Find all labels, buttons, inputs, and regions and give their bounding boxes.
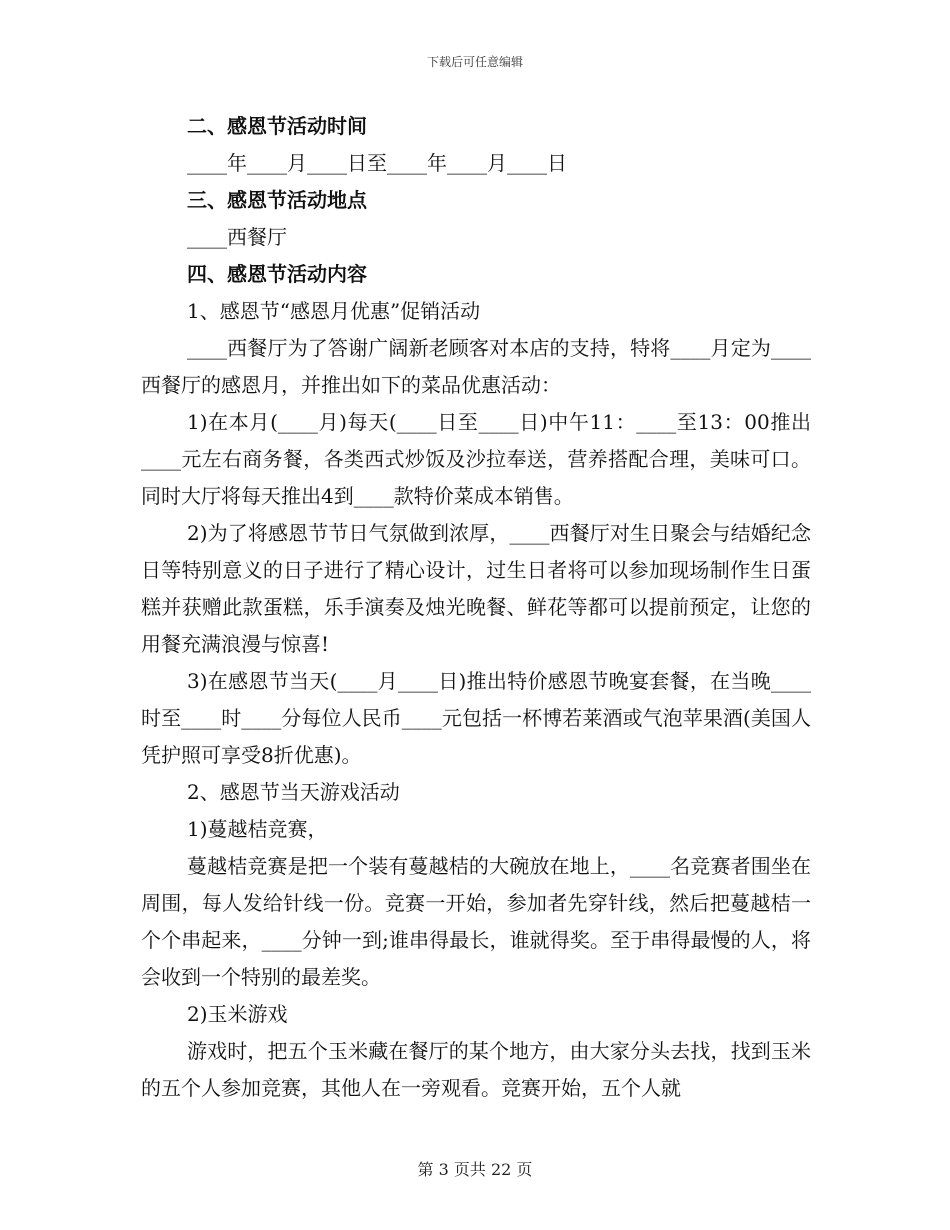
section-heading-location: 三、感恩节活动地点 [187, 188, 367, 212]
page-footer: 第 3 页共 22 页 [417, 1160, 533, 1179]
paragraph-promotion-intro: ____西餐厅为了答谢广阔新老顾客对本店的支持，特将____月定为____西餐厅的感恩月，并推出如下的菜品优惠活动： [141, 336, 811, 397]
paragraph-promotion-2: 2)为了将感恩节节日气氛做到浓厚，____西餐厅对生日聚会与结婚纪念日等特别意义的日子进行了精心设计，过生日者将可以参加现场制作生日蛋糕并获赠此款蛋糕，乐手演奏及烛光晚餐、鲜花等都可以提前预定，让您的用餐充满浪漫与惊喜! [141, 521, 811, 656]
paragraph-corn: 游戏时，把五个玉米藏在餐厅的某个地方，由大家分头去找，找到玉米的五个人参加竞赛，其他人在一旁观看。竞赛开始，五个人就 [141, 1039, 811, 1100]
document-body [141, 108, 811, 1107]
subheading-games: 2、感恩节当天游戏活动 [187, 780, 400, 804]
paragraph-promotion-3: 3)在感恩节当天(____月____日)推出特价感恩节晚宴套餐，在当晚____时至____时____分每位人民币____元包括一杯博若莱酒或气泡苹果酒(美国人凭护照可享受8折优惠)。 [141, 669, 811, 767]
page-header: 下载后可任意编辑 [426, 55, 523, 69]
subheading-corn: 2)玉米游戏 [187, 1002, 288, 1026]
section-heading-content: 四、感恩节活动内容 [187, 262, 367, 286]
paragraph-time: ____年____月____日至____年____月____日 [187, 151, 567, 175]
paragraph-cranberry: 蔓越桔竞赛是把一个装有蔓越桔的大碗放在地上，____名竞赛者围坐在周围，每人发给针线一份。竞赛一开始，参加者先穿针线，然后把蔓越桔一个个串起来，____分钟一到;谁串得最长，谁就得奖。至于串得最慢的人，将会收到一个特别的最差奖。 [141, 854, 811, 989]
subheading-cranberry: 1)蔓越桔竞赛， [187, 817, 328, 841]
subheading-promotion: 1、感恩节“感恩月优惠”促销活动 [187, 299, 481, 323]
paragraph-location: ____西餐厅 [187, 225, 287, 249]
section-heading-time: 二、感恩节活动时间 [187, 114, 367, 138]
paragraph-promotion-1: 1)在本月(____月)每天(____日至____日)中午11：____至13：00推出____元左右商务餐，各类西式炒饭及沙拉奉送，营养搭配合理，美味可口。同时大厅将每天推出4到____款特价菜成本销售。 [141, 410, 811, 508]
